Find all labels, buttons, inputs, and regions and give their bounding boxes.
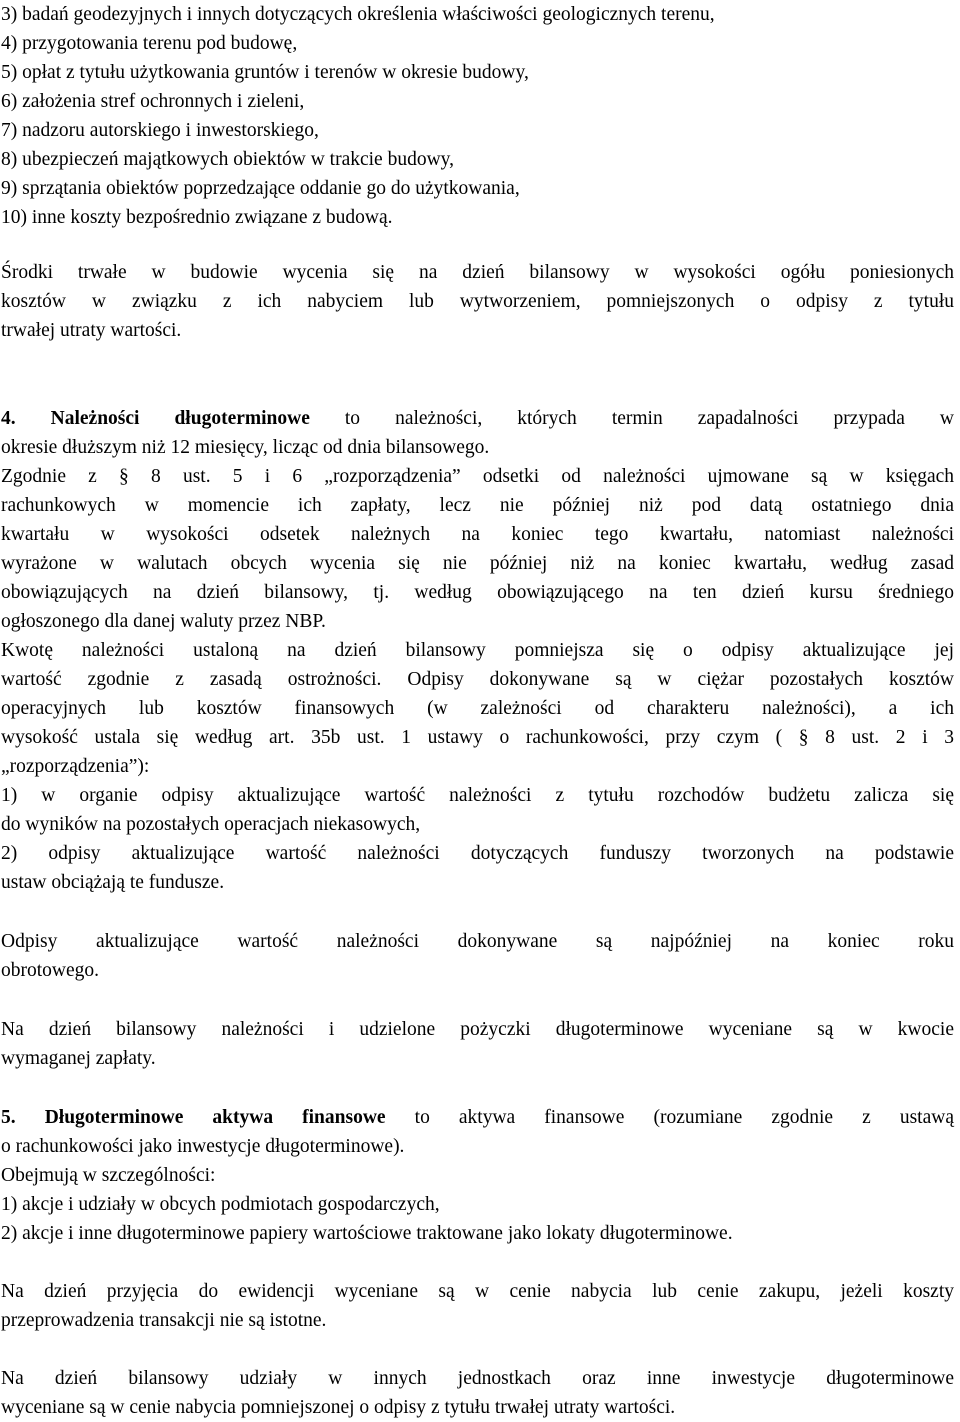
section-title: Należności długoterminowe [50, 408, 310, 429]
paragraph-line: trwałej utraty wartości. [1, 320, 182, 341]
paragraph-line: Obejmują w szczególności: [1, 1165, 216, 1186]
section-number: 5. [1, 1107, 16, 1128]
paragraph-line: ogłoszonego dla danej waluty przez NBP. [1, 611, 326, 632]
paragraph-line: wymaganej zapłaty. [1, 1048, 156, 1069]
list-item: 1) akcje i udziały w obcych podmiotach gospodarczych, [1, 1194, 440, 1215]
section-text: to aktywa finansowe (rozumiane zgodnie z ustawą [385, 1107, 954, 1128]
paragraph-line: operacyjnych lub kosztów finansowych (w zależności od charakteru należności), a ich [1, 698, 954, 719]
paragraph-line: wyrażone w walutach obcych wycenia się nie później niż na koniec kwartału, według zasad [1, 553, 954, 574]
paragraph-line: Środki trwałe w budowie wycenia się na dzień bilansowy w wysokości ogółu poniesionych [1, 262, 954, 283]
list-item: 6) założenia stref ochronnych i zieleni, [1, 91, 305, 112]
section-5-heading-line [1, 1103, 954, 1132]
paragraph-line: okresie dłuższym niż 12 miesięcy, licząc od dnia bilansowego. [1, 437, 490, 458]
paragraph-line: wyceniane są w cenie nabycia pomniejszonej o odpisy z tytułu trwałej utraty wartości. [1, 1397, 676, 1418]
list-item: do wyników na pozostałych operacjach niekasowych, [1, 814, 421, 835]
list-item: 7) nadzoru autorskiego i inwestorskiego, [1, 120, 319, 141]
paragraph-line: kosztów w związku z ich nabyciem lub wytworzeniem, pomniejszonych o odpisy z tytułu [1, 291, 954, 312]
list-item: 10) inne koszty bezpośrednio związane z budową. [1, 207, 393, 228]
paragraph-line: Kwotę należności ustaloną na dzień bilansowy pomniejsza się o odpisy aktualizujące jej [1, 640, 954, 661]
section-title: Długoterminowe aktywa finansowe [44, 1107, 386, 1128]
section-number: 4. [1, 408, 16, 429]
paragraph-line: „rozporządzenia”): [1, 756, 150, 777]
paragraph-line: Zgodnie z § 8 ust. 5 i 6 „rozporządzenia” odsetki od należności ujmowane są w księgach [1, 466, 954, 487]
paragraph-line: Odpisy aktualizujące wartość należności dokonywane są najpóźniej na koniec roku [1, 931, 954, 952]
list-item: 9) sprzątania obiektów poprzedzające oddanie go do użytkowania, [1, 178, 520, 199]
paragraph-line: wysokość ustala się według art. 35b ust. 1 ustawy o rachunkowości, przy czym ( § 8 ust. 2 i 3 [1, 727, 954, 748]
paragraph-line: rachunkowych w momencie ich zapłaty, lecz nie później niż pod datą ostatniego dnia [1, 495, 954, 516]
list-item: ustaw obciążają te fundusze. [1, 872, 225, 893]
paragraph-line: przeprowadzenia transakcji nie są istotne. [1, 1310, 327, 1331]
list-item: 1) w organie odpisy aktualizujące wartość należności z tytułu rozchodów budżetu zalicza się [1, 785, 954, 806]
paragraph-line: obowiązujących na dzień bilansowy, tj. według obowiązującego na ten dzień kursu średniego [1, 582, 954, 603]
paragraph-line: o rachunkowości jako inwestycje długoterminowe). [1, 1136, 405, 1157]
paragraph-line: wartość zgodnie z zasadą ostrożności. Odpisy dokonywane są w ciężar pozostałych kosztów [1, 669, 954, 690]
list-item: 8) ubezpieczeń majątkowych obiektów w trakcie budowy, [1, 149, 455, 170]
paragraph-line: Na dzień bilansowy należności i udzielone pożyczki długoterminowe wyceniane są w kwocie [1, 1019, 954, 1040]
list-item: 5) opłat z tytułu użytkowania gruntów i terenów w okresie budowy, [1, 62, 529, 83]
list-item: 2) akcje i inne długoterminowe papiery wartościowe traktowane jako lokaty długoterminowe. [1, 1223, 733, 1244]
paragraph-line: obrotowego. [1, 960, 100, 981]
list-item: 2) odpisy aktualizujące wartość należności dotyczących funduszy tworzonych na podstawie [1, 843, 954, 864]
paragraph-line: kwartału w wysokości odsetek należnych na koniec tego kwartału, natomiast należności [1, 524, 954, 545]
section-text: to należności, których termin zapadalności przypada w [309, 408, 954, 429]
paragraph-line: Na dzień przyjęcia do ewidencji wyceniane są w cenie nabycia lub cenie zakupu, jeżeli koszty [1, 1281, 954, 1302]
list-item: 4) przygotowania terenu pod budowę, [1, 33, 298, 54]
list-item: 3) badań geodezyjnych i innych dotyczących określenia właściwości geologicznych terenu, [1, 4, 715, 25]
paragraph-line: Na dzień bilansowy udziały w innych jednostkach oraz inne inwestycje długoterminowe [1, 1368, 954, 1389]
section-4-heading-line [1, 404, 954, 433]
